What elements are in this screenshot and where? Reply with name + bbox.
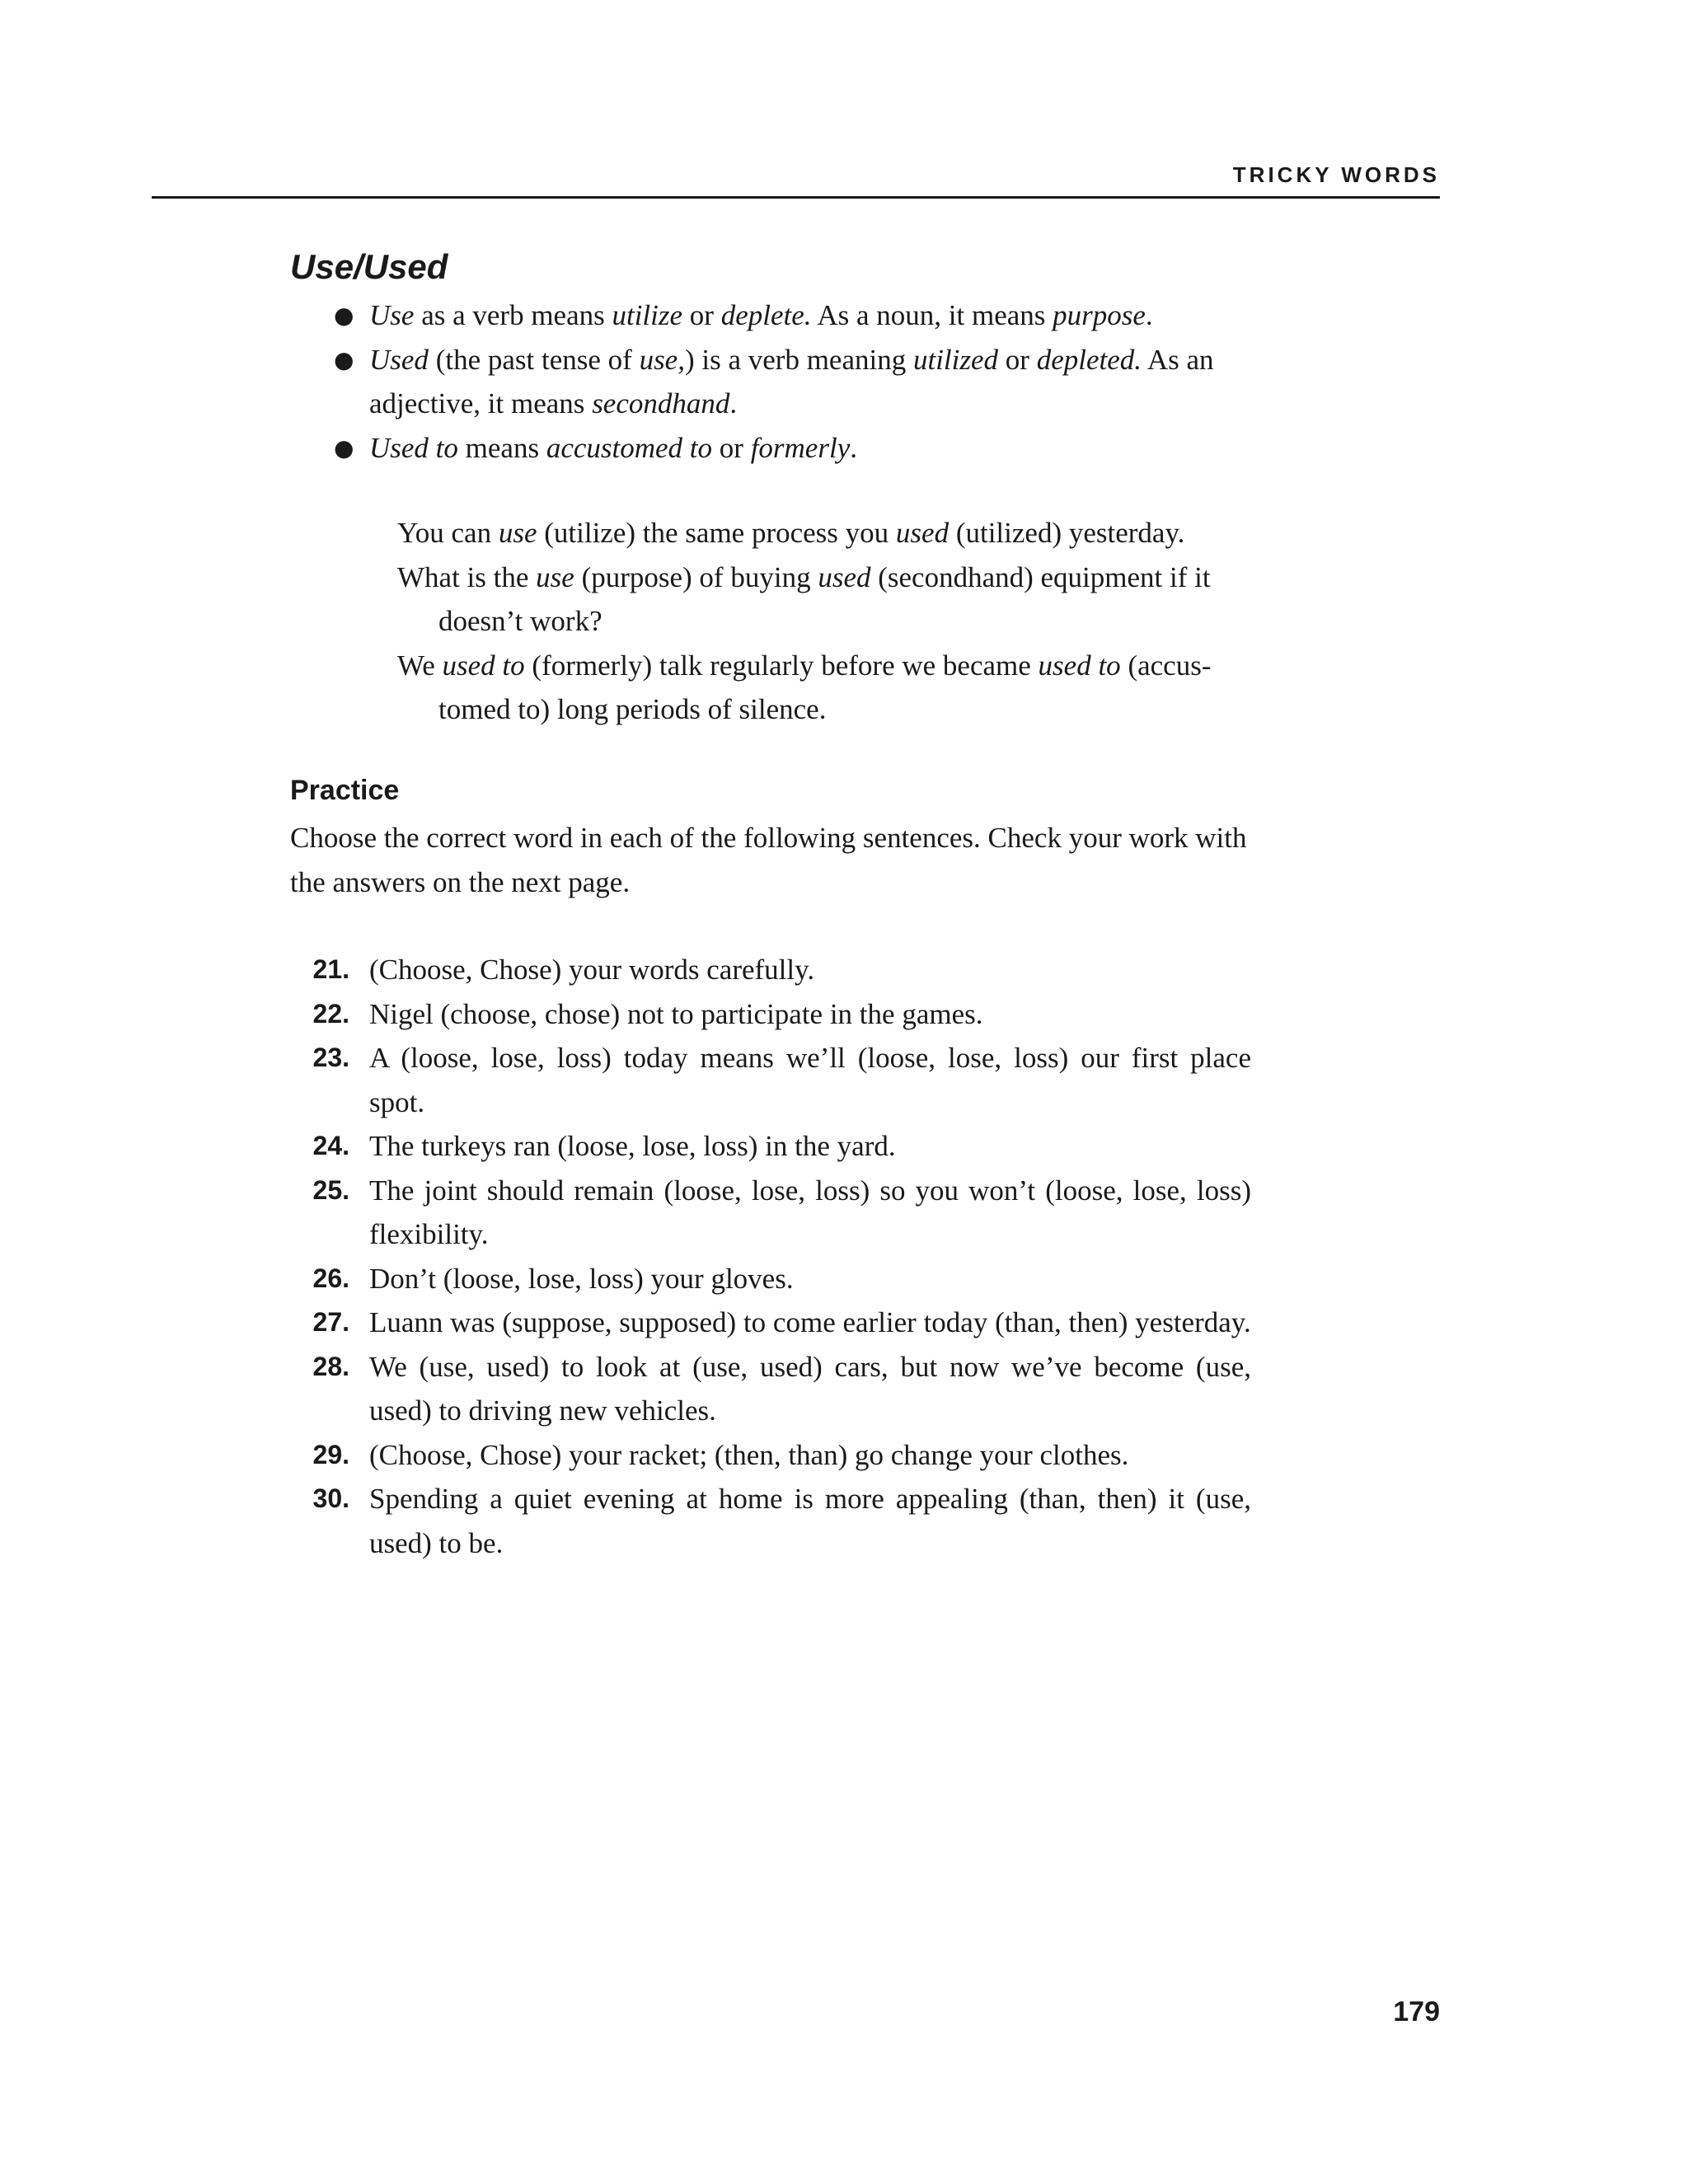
text-run: (the past tense of bbox=[428, 343, 640, 376]
exercise-number: 24. bbox=[312, 1131, 349, 1160]
italic-term: Used to bbox=[369, 431, 458, 464]
text-run: as a verb means bbox=[414, 299, 612, 331]
text-run: (accus-tomed to) long periods of silence. bbox=[438, 649, 1212, 725]
exercise-item bbox=[290, 1036, 1251, 1124]
italic-term: utilize bbox=[612, 299, 683, 331]
practice-heading: Practice bbox=[290, 775, 400, 806]
text-run: (formerly) talk regularly before we became bbox=[524, 649, 1039, 682]
exercise-text: Nigel (choose, chose) not to participate in the games. bbox=[369, 997, 983, 1030]
exercise-text: Don’t (loose, lose, loss) your gloves. bbox=[369, 1262, 794, 1295]
bullet-icon: ● bbox=[334, 434, 354, 462]
italic-term: used bbox=[818, 560, 871, 593]
exercise-text: A (loose, lose, loss) today means we’ll (loose, lose, loss) our first place spot. bbox=[369, 1042, 1251, 1118]
exercise-item bbox=[290, 1433, 1251, 1478]
text-run: We bbox=[397, 649, 443, 682]
italic-term: used bbox=[895, 517, 950, 549]
italic-term: used to bbox=[442, 649, 525, 682]
italic-term: use bbox=[536, 560, 574, 593]
exercise-item bbox=[290, 1169, 1251, 1257]
text-run: . bbox=[1145, 299, 1153, 331]
italic-term: secondhand bbox=[592, 387, 730, 419]
exercise-number: 28. bbox=[312, 1351, 349, 1381]
exercise-number: 30. bbox=[312, 1483, 349, 1513]
exercise-item bbox=[290, 1257, 1251, 1301]
practice-instructions: Choose the correct word in each of the following sentences. Check your work with the answers on the next page. bbox=[290, 822, 1247, 898]
exercise-text: Luann was (suppose, supposed) to come earlier today (than, then) yesterday. bbox=[369, 1306, 1251, 1338]
italic-term: accustomed to bbox=[546, 431, 713, 464]
running-head: TRICKY WORDS bbox=[1232, 162, 1440, 187]
text-run: (purpose) of buying bbox=[574, 560, 818, 593]
bullet-icon: ● bbox=[334, 302, 354, 329]
exercise-text: The joint should remain (loose, lose, loss) so you won’t (loose, lose, loss) flexibility. bbox=[369, 1174, 1251, 1250]
exercise-text: The turkeys ran (loose, lose, loss) in the yard. bbox=[369, 1130, 896, 1162]
exercise-list bbox=[290, 948, 1251, 1565]
exercise-item bbox=[290, 992, 1251, 1037]
text-run: or bbox=[998, 343, 1037, 376]
text-run: means bbox=[457, 431, 546, 464]
text-run: or bbox=[712, 431, 751, 464]
exercise-text: We (use, used) to look at (use, used) cars, but now we’ve become (use, used) to driving new vehicles. bbox=[369, 1350, 1251, 1427]
italic-term: Used bbox=[369, 343, 429, 376]
exercise-number: 23. bbox=[312, 1043, 349, 1072]
exercise-item bbox=[290, 1301, 1251, 1345]
exercise-item bbox=[290, 1477, 1251, 1565]
exercise-item bbox=[290, 948, 1251, 992]
italic-term: use bbox=[498, 517, 537, 549]
definition-item bbox=[290, 426, 1251, 471]
exercise-number: 25. bbox=[312, 1174, 349, 1205]
example-sentence bbox=[397, 644, 1251, 732]
exercise-item bbox=[290, 1124, 1251, 1169]
italic-term: formerly bbox=[750, 431, 851, 464]
section-title: Use/Used bbox=[290, 247, 448, 286]
exercise-item bbox=[290, 1345, 1251, 1433]
italic-term: depleted. bbox=[1036, 343, 1142, 376]
example-sentence bbox=[397, 511, 1251, 555]
exercise-number: 22. bbox=[312, 998, 349, 1029]
header-rule bbox=[152, 196, 1440, 199]
italic-term: purpose bbox=[1053, 299, 1146, 331]
text-run: or bbox=[682, 299, 721, 331]
italic-term: Use bbox=[369, 299, 415, 331]
italic-term: utilized bbox=[912, 343, 999, 376]
text-run: (utilize) the same process you bbox=[537, 517, 896, 549]
italic-term: deplete. bbox=[720, 299, 812, 331]
bullet-icon: ● bbox=[334, 345, 354, 373]
exercise-number: 27. bbox=[312, 1307, 349, 1337]
exercise-number: 21. bbox=[312, 954, 349, 984]
text-run: (utilized) yesterday. bbox=[949, 517, 1185, 549]
exercise-text: Spending a quiet evening at home is more appealing (than, then) it (use, used) to be. bbox=[369, 1483, 1251, 1559]
page-number: 179 bbox=[1393, 1996, 1440, 2027]
definition-item bbox=[290, 293, 1251, 338]
example-sentence bbox=[397, 555, 1251, 644]
text-run: (secondhand) equipment if it doesn’t work? bbox=[438, 560, 1211, 637]
italic-term: use, bbox=[639, 343, 685, 376]
exercise-text: (Choose, Chose) your racket; (then, than) go change your clothes. bbox=[369, 1438, 1129, 1471]
italic-term: used to bbox=[1038, 649, 1121, 682]
exercise-number: 29. bbox=[312, 1439, 349, 1469]
text-run: What is the bbox=[397, 560, 537, 593]
text-run: ) is a verb meaning bbox=[684, 343, 913, 376]
example-sentences bbox=[397, 511, 1251, 732]
exercise-text: (Choose, Chose) your words carefully. bbox=[369, 954, 815, 986]
exercise-number: 26. bbox=[312, 1263, 349, 1293]
text-run: As an adjective, it means bbox=[369, 343, 1214, 419]
text-run: As a noun, it means bbox=[811, 299, 1053, 331]
definition-item bbox=[290, 338, 1251, 426]
text-run: . bbox=[850, 431, 857, 464]
definition-list bbox=[290, 293, 1251, 470]
text-run: You can bbox=[397, 517, 499, 549]
text-run: . bbox=[729, 387, 738, 419]
